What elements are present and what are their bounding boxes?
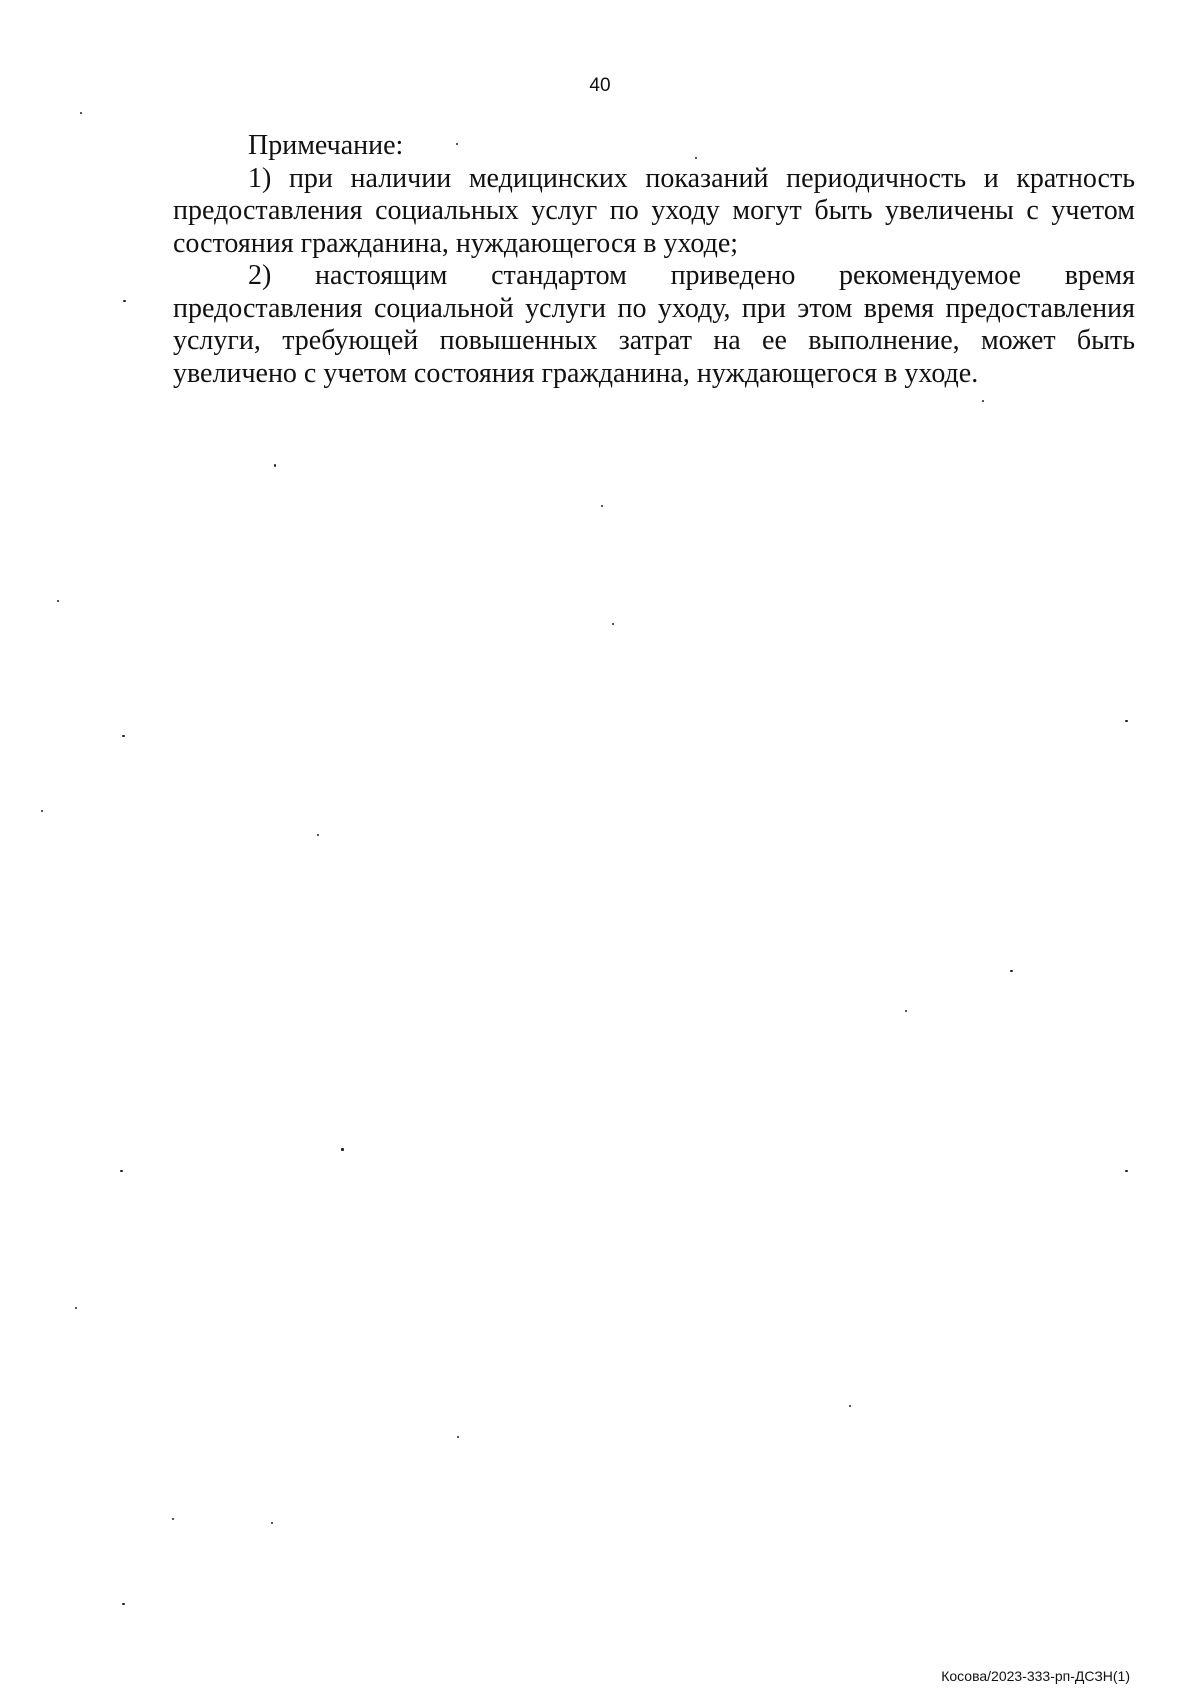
note-item-2: 2) настоящим стандартом приведено рекомендуемое время предоставления социальной услуги по уходу, при этом время предоставления услуги, требующей повышенных затрат на ее выполнение, может быть увеличено с учетом состояния гражданина, нуждающегося в уходе. bbox=[173, 260, 1135, 389]
scan-speck bbox=[1125, 1170, 1128, 1172]
page-number: 40 bbox=[589, 75, 611, 96]
scan-speck bbox=[612, 623, 614, 625]
scan-speck bbox=[905, 1010, 907, 1012]
scan-speck bbox=[75, 1307, 77, 1309]
scan-speck bbox=[982, 400, 984, 402]
scan-speck bbox=[41, 810, 43, 812]
scan-speck bbox=[120, 1170, 123, 1172]
scan-speck bbox=[1125, 720, 1128, 722]
scan-speck bbox=[457, 1436, 459, 1438]
scan-speck bbox=[122, 1603, 125, 1605]
scan-speck bbox=[341, 1148, 344, 1151]
scan-speck bbox=[274, 464, 276, 467]
note-section bbox=[173, 130, 1135, 390]
note-heading: Примечание: bbox=[248, 130, 404, 161]
document-footer-code: Косова/2023-333-рп-ДСЗН(1) bbox=[941, 1668, 1130, 1684]
scan-speck bbox=[695, 157, 697, 159]
scan-speck bbox=[57, 600, 59, 602]
scan-speck bbox=[271, 1522, 273, 1524]
scan-speck bbox=[601, 505, 603, 507]
scan-speck bbox=[123, 300, 126, 302]
note-item-1: 1) при наличии медицинских показаний периодичность и кратность предоставления социальных услуг по уходу могут быть увеличены с учетом состояния гражданина, нуждающегося в уходе; bbox=[173, 162, 1135, 259]
scan-speck bbox=[849, 1405, 851, 1407]
scan-speck bbox=[80, 112, 82, 114]
scan-speck bbox=[1010, 970, 1013, 972]
scan-speck bbox=[317, 834, 319, 836]
scan-speck bbox=[122, 735, 125, 737]
scan-speck bbox=[172, 1518, 174, 1520]
scan-speck bbox=[456, 143, 458, 145]
